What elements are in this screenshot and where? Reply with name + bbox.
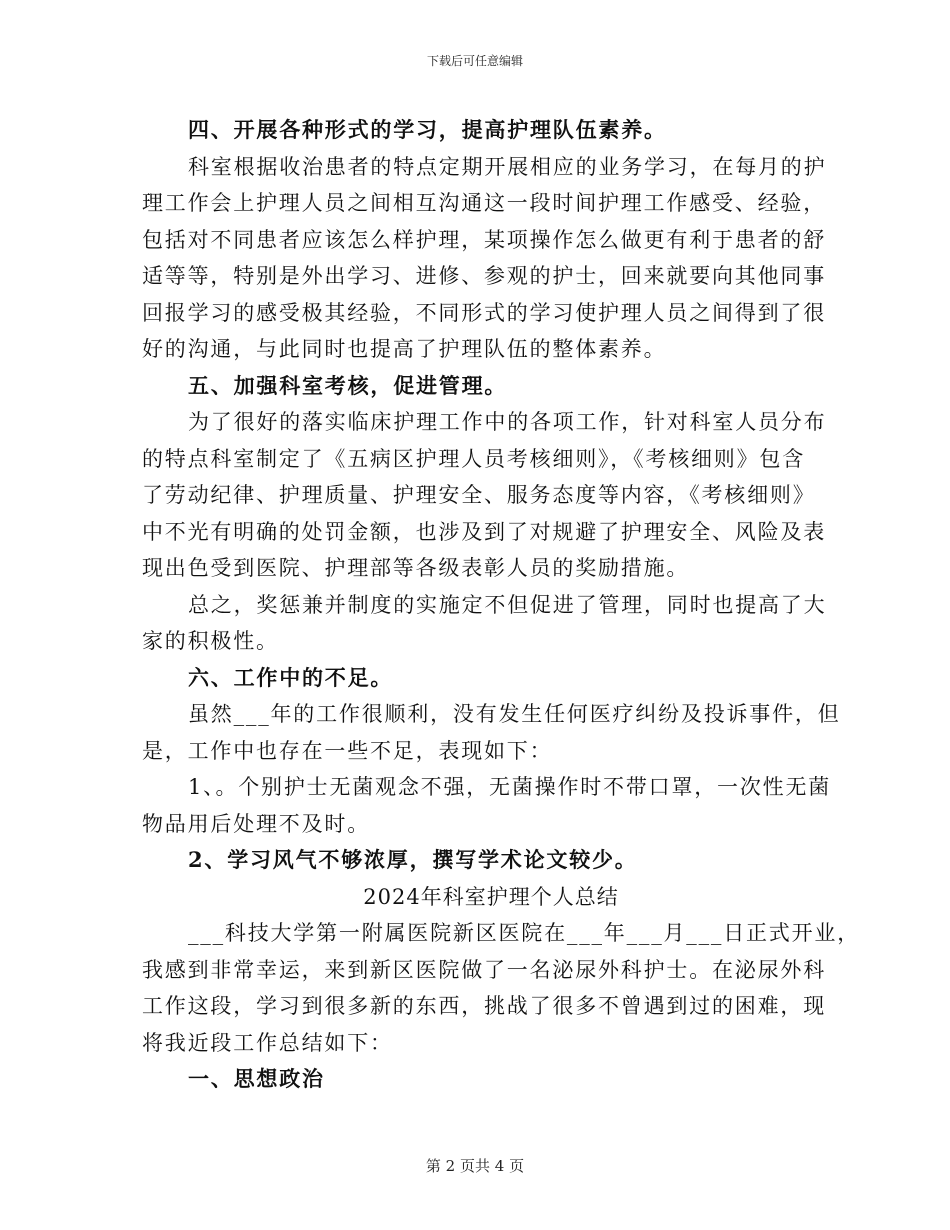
body-text-line: 是，工作中也存在一些不足，表现如下： <box>142 738 553 763</box>
body-text-line: 我感到非常幸运，来到新区医院做了一名泌尿外科护士。在泌尿外科 <box>142 957 826 982</box>
body-text-line: 好的沟通，与此同时也提高了护理队伍的整体素养。 <box>142 337 667 361</box>
body-text-line: 包括对不同患者应该怎么样护理，某项操作怎么做更有利于患者的舒 <box>142 227 826 252</box>
section-heading: 2、学习风气不够浓厚，撰写学术论文较少。 <box>188 847 638 872</box>
body-text-line: 现出色受到医院、护理部等各级表彰人员的奖励措施。 <box>142 556 690 580</box>
section-heading: 四、开展各种形式的学习，提高护理队伍素养。 <box>188 117 667 142</box>
body-text-line: 将我近段工作总结如下： <box>142 1030 393 1055</box>
body-text-line: 家的积极性。 <box>142 629 279 653</box>
body-text-line: 1、。个别护士无菌观念不强，无菌操作时不带口罩，一次性无菌 <box>188 775 832 799</box>
body-text-line: 适等等，特别是外出学习、进修、参观的护士，回来就要向其他同事 <box>142 264 826 288</box>
section-heading: 六、工作中的不足。 <box>188 664 394 690</box>
body-text-line: 工作这段，学习到很多新的东西，挑战了很多不曾遇到过的困难，现 <box>142 994 826 1018</box>
body-text-line: 虽然___年的工作很顺利，没有发生任何医疗纠纷及投诉事件，但 <box>188 702 841 726</box>
body-text-line: 为了很好的落实临床护理工作中的各项工作，针对科室人员分布 <box>188 410 827 434</box>
body-text-line: 中不光有明确的处罚金额，也涉及到了对规避了护理安全、风险及表 <box>142 519 826 544</box>
body-text-line: 回报学习的感受极其经验，不同形式的学习使护理人员之间得到了很 <box>142 300 826 325</box>
body-text-line: 总之，奖惩兼并制度的实施定不但促进了管理，同时也提高了大 <box>188 592 827 617</box>
body-text-line: 了劳动纪律、护理质量、护理安全、服务态度等内容，《考核细则》 <box>142 483 816 507</box>
body-text-line: ___科技大学第一附属医院新区医院在___年___月___日正式开业， <box>188 921 860 945</box>
body-text-line: 理工作会上护理人员之间相互沟通这一段时间护理工作感受、经验， <box>142 191 826 215</box>
document-title: 2024年科室护理个人总结 <box>363 884 619 909</box>
body-text-line: 的特点科室制定了《五病区护理人员考核细则》，《考核细则》包含 <box>142 446 805 471</box>
section-heading: 一、思想政治 <box>188 1066 325 1091</box>
body-text-line: 科室根据收治患者的特点定期开展相应的业务学习，在每月的护 <box>188 154 827 179</box>
page-header: 下载后可任意编辑 <box>426 54 523 68</box>
document-body <box>142 112 860 1098</box>
body-text-line: 物品用后处理不及时。 <box>142 811 370 836</box>
page-number-footer: 第 2 页共 4 页 <box>425 1157 525 1175</box>
section-heading: 五、加强科室考核，促进管理。 <box>188 372 508 398</box>
